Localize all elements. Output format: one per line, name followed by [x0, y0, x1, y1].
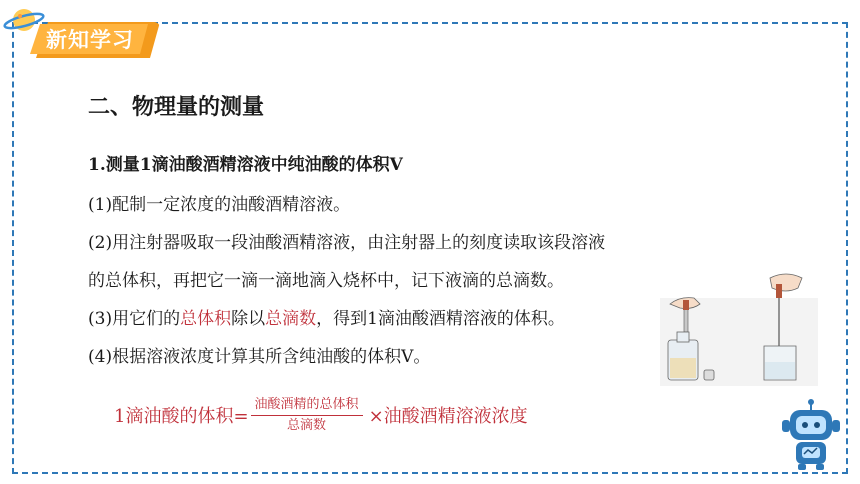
step-4: (4)根据溶液浓度计算其所含纯油酸的体积V。: [88, 347, 431, 367]
robot-icon: [778, 398, 844, 472]
step-3-highlight-total-volume: 总体积: [180, 309, 232, 329]
formula-fraction: [251, 395, 363, 436]
formula: [114, 392, 528, 438]
syringe-beaker-illustration: [660, 270, 818, 388]
formula-rhs: ×油酸酒精溶液浓度: [368, 406, 528, 427]
step-3-prefix: (3)用它们的: [88, 309, 181, 329]
formula-denominator: 总滴数: [287, 417, 327, 433]
step-3-suffix: ，得到1滴油酸酒精溶液的体积。: [316, 309, 565, 329]
step-3-mid: 除以: [231, 309, 266, 329]
subtitle: 1.测量1滴油酸酒精溶液中纯油酸的体积V: [88, 155, 403, 175]
formula-lhs: 1滴油酸的体积=: [114, 406, 249, 427]
step-3-highlight-total-drops: 总滴数: [265, 309, 317, 329]
section-title: 二、物理量的测量: [88, 95, 265, 120]
formula-numerator: 油酸酒精的总体积: [251, 395, 363, 416]
step-2-line-1: (2)用注射器吸取一段油酸酒精溶液，由注射器上的刻度读取该段溶液: [88, 233, 606, 253]
step-3: [88, 304, 565, 329]
banner-label: 新知学习: [46, 28, 134, 52]
step-2-line-2: 的总体积，再把它一滴一滴地滴入烧杯中，记下液滴的总滴数。: [88, 271, 564, 291]
step-1: (1)配制一定浓度的油酸酒精溶液。: [88, 195, 351, 215]
